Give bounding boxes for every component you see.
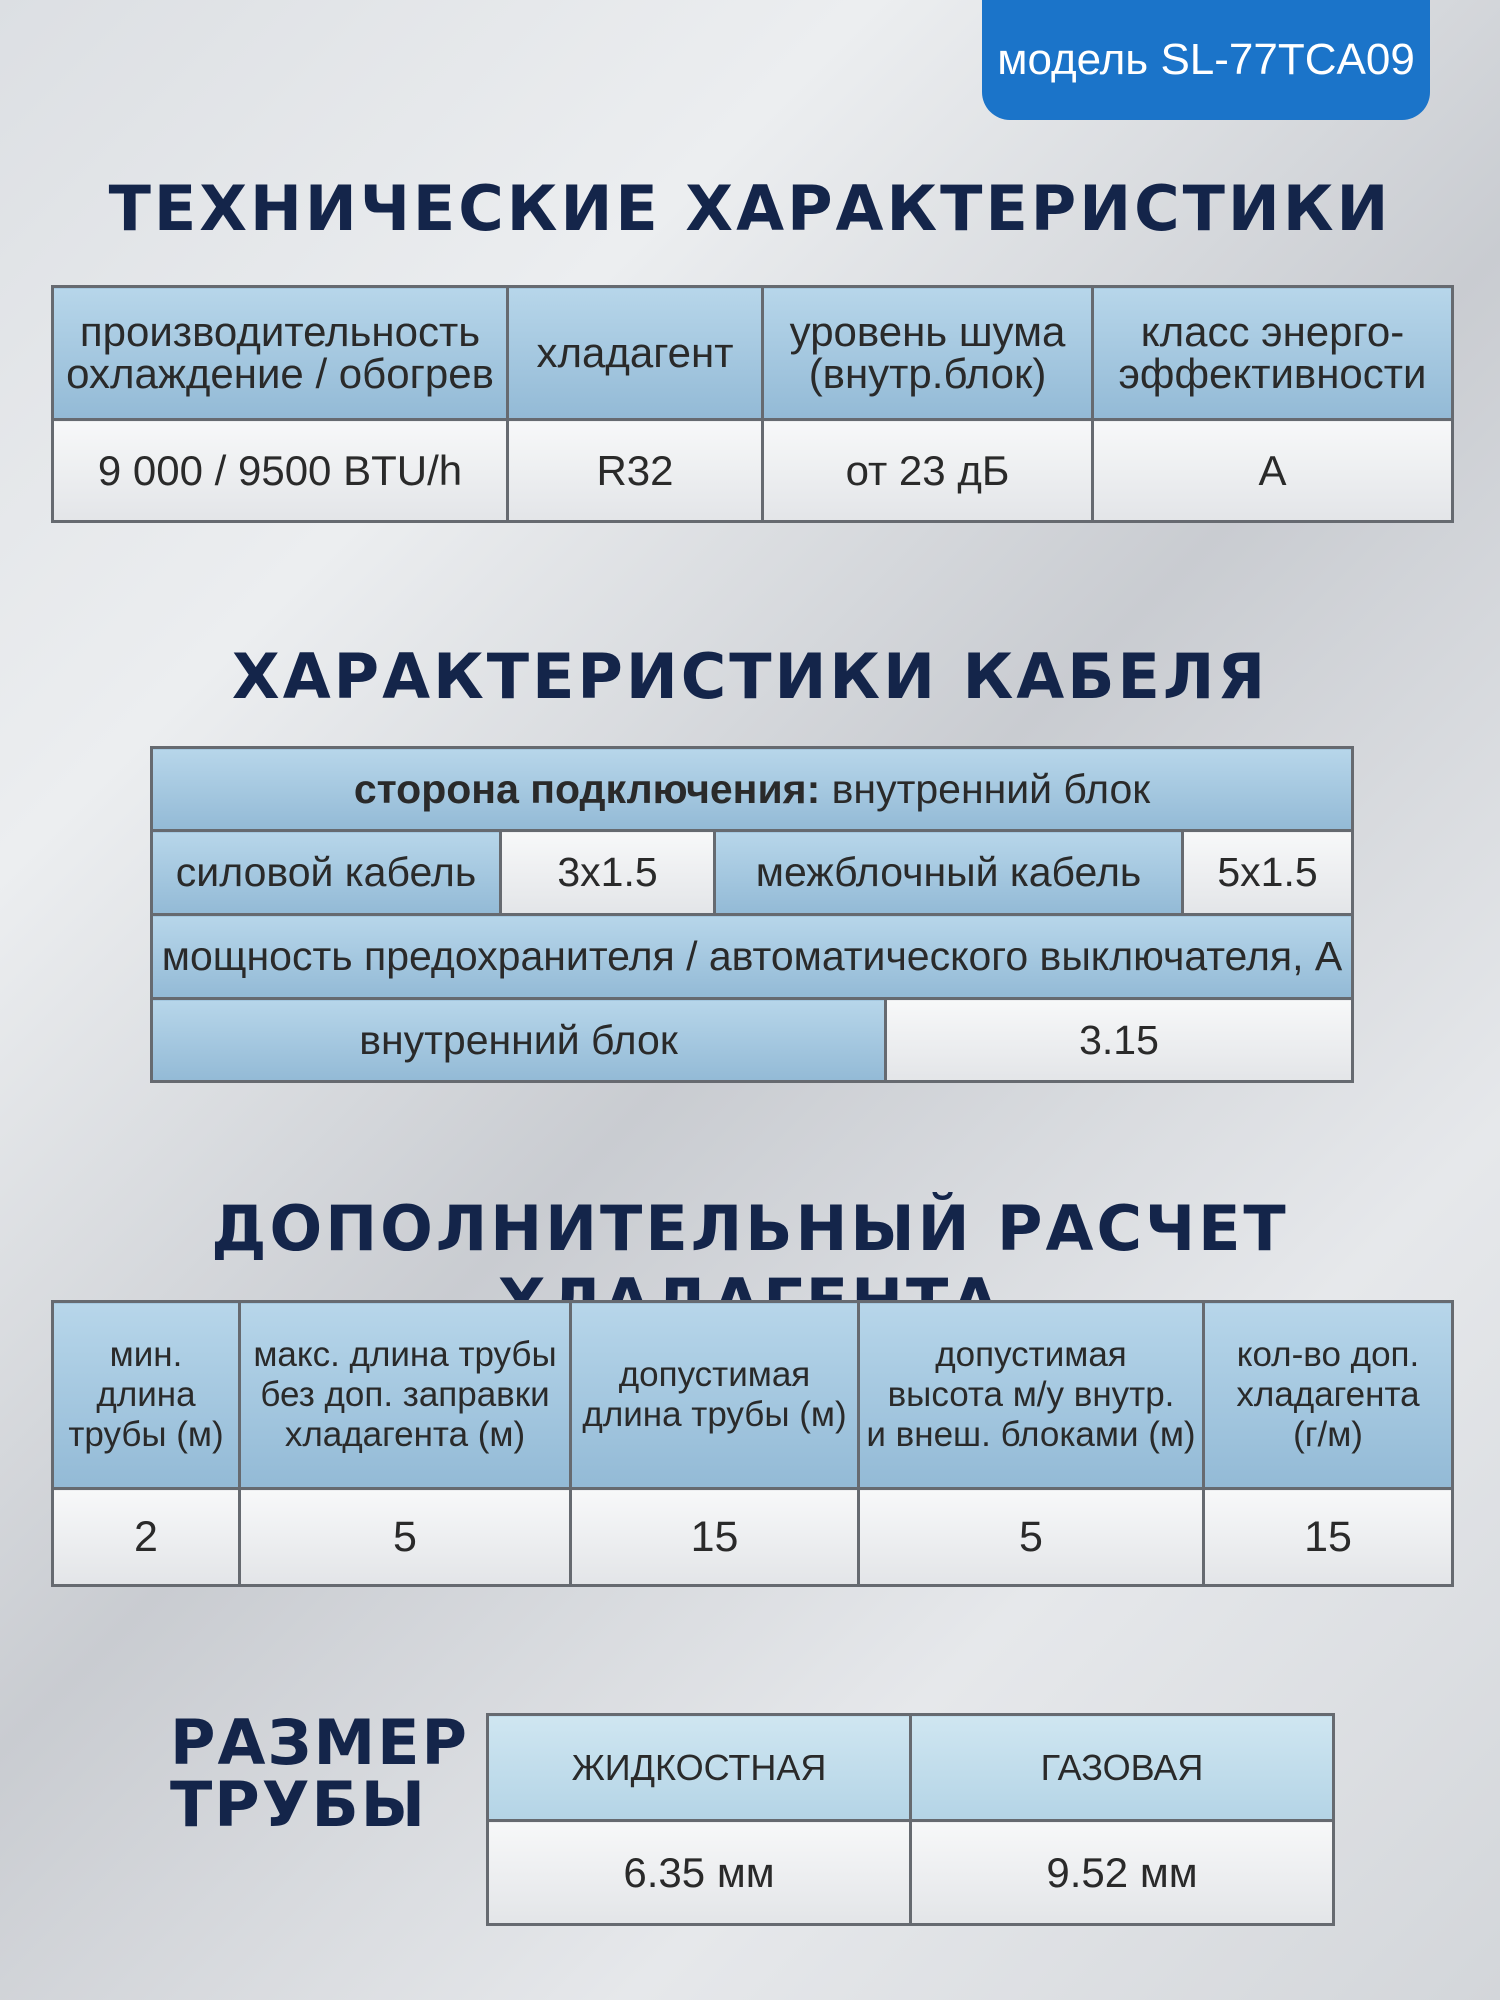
- connection-side-cell: [152, 748, 1353, 831]
- refr-value-allowed-height: 5: [859, 1489, 1204, 1586]
- tech-title: ТЕХНИЧЕСКИЕ ХАРАКТЕРИСТИКИ: [108, 172, 1392, 245]
- tech-header-energy-class: класс энерго- эффективности: [1093, 287, 1453, 420]
- tech-value-refrigerant: R32: [508, 420, 763, 522]
- refr-header-allowed-height: допустимая высота м/у внутр. и внеш. блоками (м): [859, 1302, 1204, 1489]
- refrigerant-table: [51, 1300, 1454, 1587]
- refr-header-allowed-length: допустимая длина трубы (м): [571, 1302, 859, 1489]
- fuse-label: мощность предохранителя / автоматического выключателя, А: [152, 915, 1353, 999]
- interblock-cable-value: 5x1.5: [1183, 831, 1353, 915]
- connection-side-value: внутренний блок: [831, 765, 1151, 812]
- connection-side-label: сторона подключения:: [353, 765, 821, 812]
- pipe-size-table: [486, 1713, 1335, 1926]
- pipe-size-title: РАЗМЕР ТРУБЫ: [170, 1706, 469, 1841]
- refrigerant-title: ДОПОЛНИТЕЛЬНЫЙ РАСЧЕТ: [211, 1192, 1289, 1265]
- indoor-unit-label: внутренний блок: [152, 999, 886, 1082]
- pipe-value-gas: 9.52 мм: [911, 1821, 1334, 1925]
- refr-value-extra-refrigerant: 15: [1204, 1489, 1453, 1586]
- interblock-cable-label: межблочный кабель: [715, 831, 1183, 915]
- refr-value-allowed-length: 15: [571, 1489, 859, 1586]
- pipe-value-liquid: 6.35 мм: [488, 1821, 911, 1925]
- refr-value-min-length: 2: [53, 1489, 240, 1586]
- refr-header-min-length: мин. длина трубы (м): [53, 1302, 240, 1489]
- cable-title: ХАРАКТЕРИСТИКИ КАБЕЛЯ: [231, 640, 1269, 713]
- tech-value-energy-class: A: [1093, 420, 1453, 522]
- cable-table: [150, 746, 1354, 1083]
- pipe-header-liquid: ЖИДКОСТНАЯ: [488, 1715, 911, 1821]
- tech-header-noise: уровень шума (внутр.блок): [763, 287, 1093, 420]
- tech-value-capacity: 9 000 / 9500 BTU/h: [53, 420, 508, 522]
- refr-value-max-length: 5: [240, 1489, 571, 1586]
- tech-table: [51, 285, 1454, 523]
- pipe-header-gas: ГАЗОВАЯ: [911, 1715, 1334, 1821]
- power-cable-label: силовой кабель: [152, 831, 501, 915]
- refr-header-extra-refrigerant: кол-во доп. хладагента (г/м): [1204, 1302, 1453, 1489]
- model-badge: модель SL-77TCA09: [982, 0, 1430, 120]
- tech-header-refrigerant: хладагент: [508, 287, 763, 420]
- tech-header-capacity: производительность охлаждение / обогрев: [53, 287, 508, 420]
- power-cable-value: 3x1.5: [501, 831, 715, 915]
- tech-value-noise: от 23 дБ: [763, 420, 1093, 522]
- indoor-unit-value: 3.15: [886, 999, 1353, 1082]
- refr-header-max-length: макс. длина трубы без доп. заправки хладагента (м): [240, 1302, 571, 1489]
